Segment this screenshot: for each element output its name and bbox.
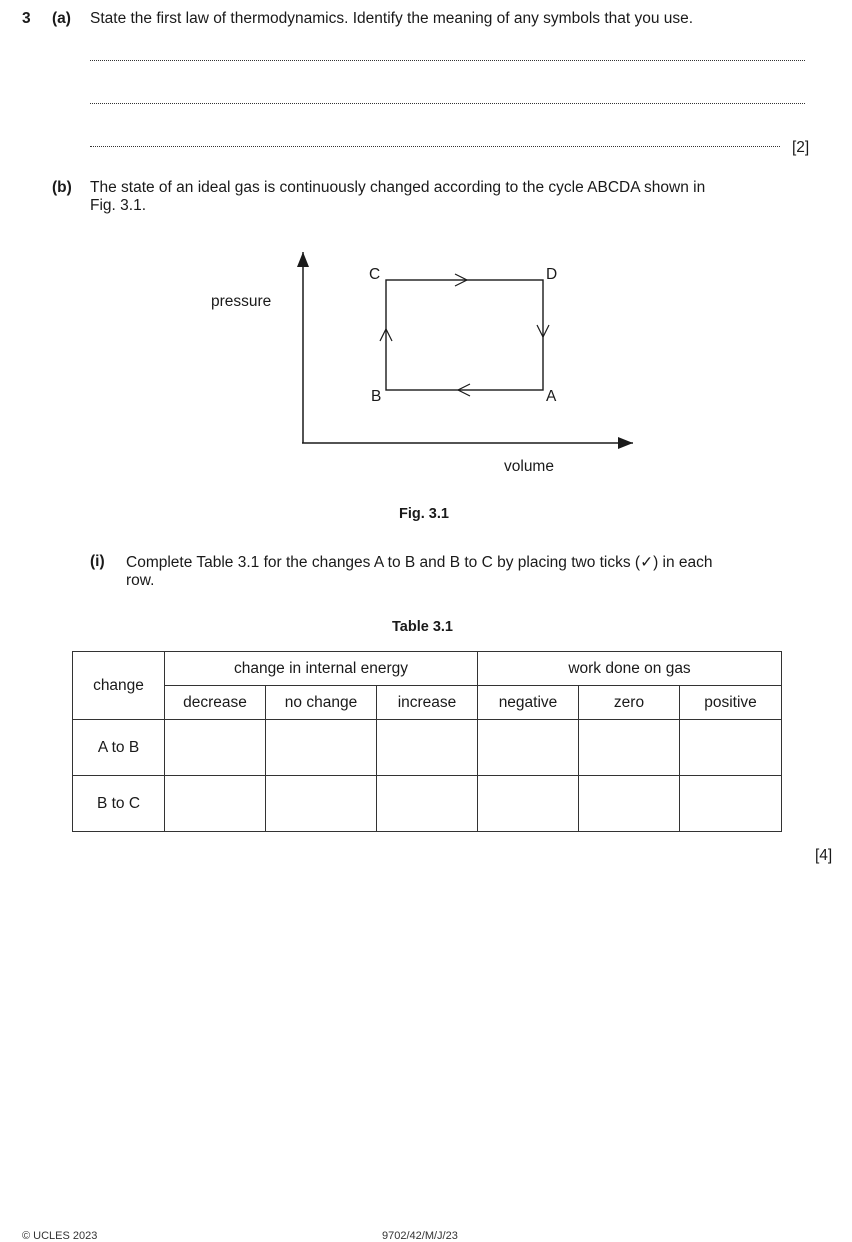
part-a-text: State the first law of thermodynamics. Identify the meaning of any symbols that you use.: [90, 10, 694, 27]
tick-cell[interactable]: [579, 776, 680, 832]
tick-cell[interactable]: [266, 776, 377, 832]
tick-cell[interactable]: [377, 720, 478, 776]
tick-cell[interactable]: [478, 720, 579, 776]
figure-caption: Fig. 3.1: [399, 506, 449, 522]
y-axis-label: pressure: [211, 293, 272, 310]
tick-cell[interactable]: [266, 720, 377, 776]
point-a-label: A: [546, 388, 557, 405]
part-i-mark: [4]: [815, 847, 833, 864]
part-i-text-line2: row.: [126, 572, 155, 589]
question-number: 3: [22, 10, 31, 27]
part-b-label: (b): [52, 179, 72, 196]
cycle-path: [386, 280, 543, 390]
table-header-row-1: [73, 652, 782, 686]
table-header-row-2: [73, 686, 782, 720]
tick-cell[interactable]: [579, 720, 680, 776]
header-internal-energy: change in internal energy: [165, 652, 478, 686]
row-label-a-to-b: A to B: [73, 720, 165, 776]
table-row: [73, 720, 782, 776]
pv-diagram: [0, 0, 852, 520]
tick-cell[interactable]: [478, 776, 579, 832]
point-b-label: B: [371, 388, 382, 405]
subheader-zero: zero: [579, 686, 680, 720]
part-b-text-line2: Fig. 3.1.: [90, 197, 146, 214]
part-i-label: (i): [90, 553, 105, 570]
header-change: change: [73, 652, 165, 720]
footer-paper-code: 9702/42/M/J/23: [382, 1230, 458, 1242]
part-a-label: (a): [52, 10, 71, 27]
subheader-decrease: decrease: [165, 686, 266, 720]
subheader-negative: negative: [478, 686, 579, 720]
point-d-label: D: [546, 266, 558, 283]
table-3-1: [72, 651, 782, 832]
point-c-label: C: [369, 266, 381, 283]
subheader-increase: increase: [377, 686, 478, 720]
tick-cell[interactable]: [680, 776, 782, 832]
tick-cell[interactable]: [377, 776, 478, 832]
subheader-positive: positive: [680, 686, 782, 720]
table-row: [73, 776, 782, 832]
x-axis-label: volume: [504, 458, 554, 475]
part-i-text-line1: Complete Table 3.1 for the changes A to B and B to C by placing two ticks (✓) in each: [126, 554, 713, 571]
row-label-b-to-c: B to C: [73, 776, 165, 832]
subheader-no-change: no change: [266, 686, 377, 720]
tick-cell[interactable]: [680, 720, 782, 776]
table-title: Table 3.1: [392, 619, 453, 635]
footer-copyright: © UCLES 2023: [22, 1230, 98, 1242]
part-b-text-line1: The state of an ideal gas is continuously changed according to the cycle ABCDA shown in: [90, 179, 706, 196]
tick-cell[interactable]: [165, 776, 266, 832]
tick-cell[interactable]: [165, 720, 266, 776]
part-a-mark: [2]: [792, 139, 810, 156]
header-work-done: work done on gas: [478, 652, 782, 686]
